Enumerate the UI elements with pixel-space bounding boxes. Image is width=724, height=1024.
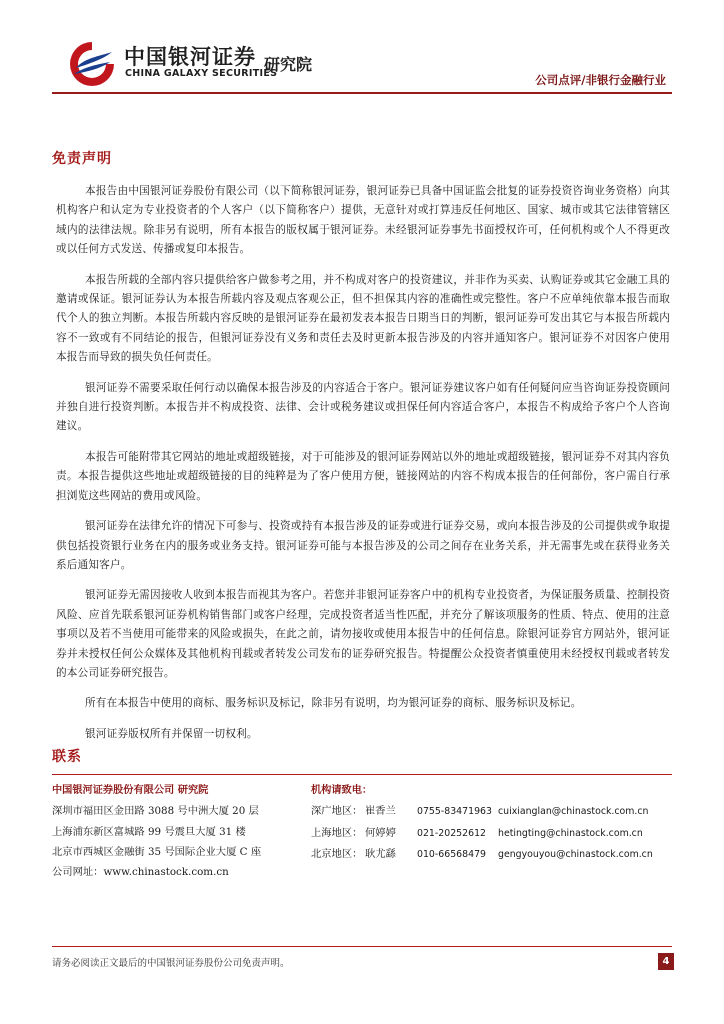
sales-phone: 0755-83471963 xyxy=(417,806,492,818)
institute-label: 研究院 xyxy=(264,55,313,74)
address-shenzhen: 深圳市福田区金田路 3088 号中洲大厦 20 层 xyxy=(52,805,259,818)
sales-contact-block xyxy=(311,781,681,865)
page-number: 4 xyxy=(658,953,674,970)
address-beijing: 北京市西城区金融街 35 号国际企业大厦 C 座 xyxy=(52,845,262,858)
sales-email-link[interactable]: hetingting@chinastock.com.cn xyxy=(498,827,643,839)
disclaimer-paragraph: 所有在本报告中使用的商标、服务标识及标记，除非另有说明，均为银河证券的商标、服务标识及标记。 xyxy=(85,697,582,710)
brand-name-cn: 中国银河证券 xyxy=(124,45,256,69)
disclaimer-paragraph: 本报告所载的全部内容只提供给客户做参考之用，并不构成对客户的投资建议，并非作为买卖、认购证券或其它金融工具的邀请或保证。银河证券认为本报告所载内容及观点客观公正，但不担保其内容的准确性或完整性。客户不应单纯依靠本报告而取代个人的独立判断。本报告所载内容反映的是银河证券在最初发表本报告日期当日的判断，银河证券可发出其它与本报告所载内容不一致或有不同结论的报告，但银河证券没有义务和责任去及时更新本报告涉及的内容并通知客户。银河证券不对因客户使用本报告而导致的损失负任何责任。 xyxy=(56,273,670,364)
sales-contact-row xyxy=(311,823,681,844)
company-name: 中国银河证券股份有限公司 研究院 xyxy=(52,785,209,796)
footer-note: 请务必阅读正文最后的中国银河证券股份公司免责声明。 xyxy=(52,958,290,969)
sales-phone: 010-66568479 xyxy=(417,848,486,860)
company-website[interactable]: 公司网址：www.chinastock.com.cn xyxy=(52,866,229,879)
disclaimer-paragraph: 本报告由中国银河证券股份有限公司（以下简称银河证券，银河证券已具备中国证监会批复的证券投资咨询业务资格）向其机构客户和认定为专业投资者的个人客户（以下简称客户）提供，无意针对或打算违反任何地区、国家、城市或其它法律管辖区域内的法律法规。除非另有说明，所有本报告的版权属于银河证券。未经银河证券事先书面授权许可，任何机构或个人不得更改或以任何方式发送、传播或复印本报告。 xyxy=(56,185,670,256)
sales-region: 上海地区： xyxy=(311,826,363,839)
sales-name: 何婷婷 xyxy=(365,826,396,839)
contact-divider xyxy=(52,774,672,775)
contact-heading: 联系 xyxy=(52,749,82,765)
sales-heading: 机构请致电： xyxy=(311,785,373,796)
sales-email-link[interactable]: gengyouyou@chinastock.com.cn xyxy=(498,848,653,860)
disclaimer-body xyxy=(56,182,670,755)
report-category: 公司点评/非银行金融行业 xyxy=(535,73,666,87)
disclaimer-paragraph: 银河证券版权所有并保留一切权利。 xyxy=(85,727,258,740)
sales-phone: 021-20252612 xyxy=(417,827,486,839)
galaxy-logo-icon xyxy=(66,38,118,90)
sales-name: 崔香兰 xyxy=(365,805,396,818)
sales-region: 深广地区： xyxy=(311,805,363,818)
address-shanghai: 上海浦东新区富城路 99 号震旦大厦 31 楼 xyxy=(52,825,246,838)
disclaimer-paragraph: 本报告可能附带其它网站的地址或超级链接，对于可能涉及的银河证券网站以外的地址或超级链接，银河证券不对其内容负责。本报告提供这些地址或超级链接的目的纯粹是为了客户使用方便，链接网站的内容不构成本报告的任何部份，客户需自行承担浏览这些网站的费用或风险。 xyxy=(56,450,670,502)
disclaimer-paragraph: 银河证券无需因接收人收到本报告而视其为客户。若您并非银河证券客户中的机构专业投资者，为保证服务质量、控制投资风险、应首先联系银河证券机构销售部门或客户经理，完成投资者适当性匹配，并充分了解该项服务的性质、特点、使用的注意事项以及若不当使用可能带来的风险或损失，在此之前，请勿接收或使用本报告中的任何信息。除银河证券官方网站外，银河证券并未授权任何公众媒体及其他机构刊载或者转发公司发布的证券研究报告。特提醒公众投资者慎重使用未经授权刊载或者转发的本公司证券研究报告。 xyxy=(56,589,670,679)
sales-contact-row xyxy=(311,844,681,865)
sales-region: 北京地区： xyxy=(311,847,363,860)
disclaimer-paragraph: 银河证券不需要采取任何行动以确保本报告涉及的内容适合于客户。银河证券建议客户如有任何疑问应当咨询证券投资顾问并独自进行投资判断。本报告并不构成投资、法律、会计或税务建议或担保任何内容适合客户，本报告不构成给予客户个人咨询建议。 xyxy=(56,381,670,433)
disclaimer-paragraph: 银河证券在法律允许的情况下可参与、投资或持有本报告涉及的证券或进行证券交易，或向本报告涉及的公司提供或争取提供包括投资银行业务在内的服务或业务支持。银河证券可能与本报告涉及的公司之间存在业务关系，并无需事先或在获得业务关系后通知客户。 xyxy=(56,520,670,571)
company-contact-block xyxy=(52,781,306,882)
disclaimer-heading: 免责声明 xyxy=(52,151,112,167)
sales-contact-row xyxy=(311,801,681,822)
sales-name: 耿尤繇 xyxy=(365,847,396,860)
header-divider xyxy=(52,92,672,94)
brand-name-en: CHINA GALAXY SECURITIES xyxy=(125,68,278,79)
sales-email-link[interactable]: cuixianglan@chinastock.com.cn xyxy=(498,806,649,818)
footer-divider xyxy=(52,946,672,947)
